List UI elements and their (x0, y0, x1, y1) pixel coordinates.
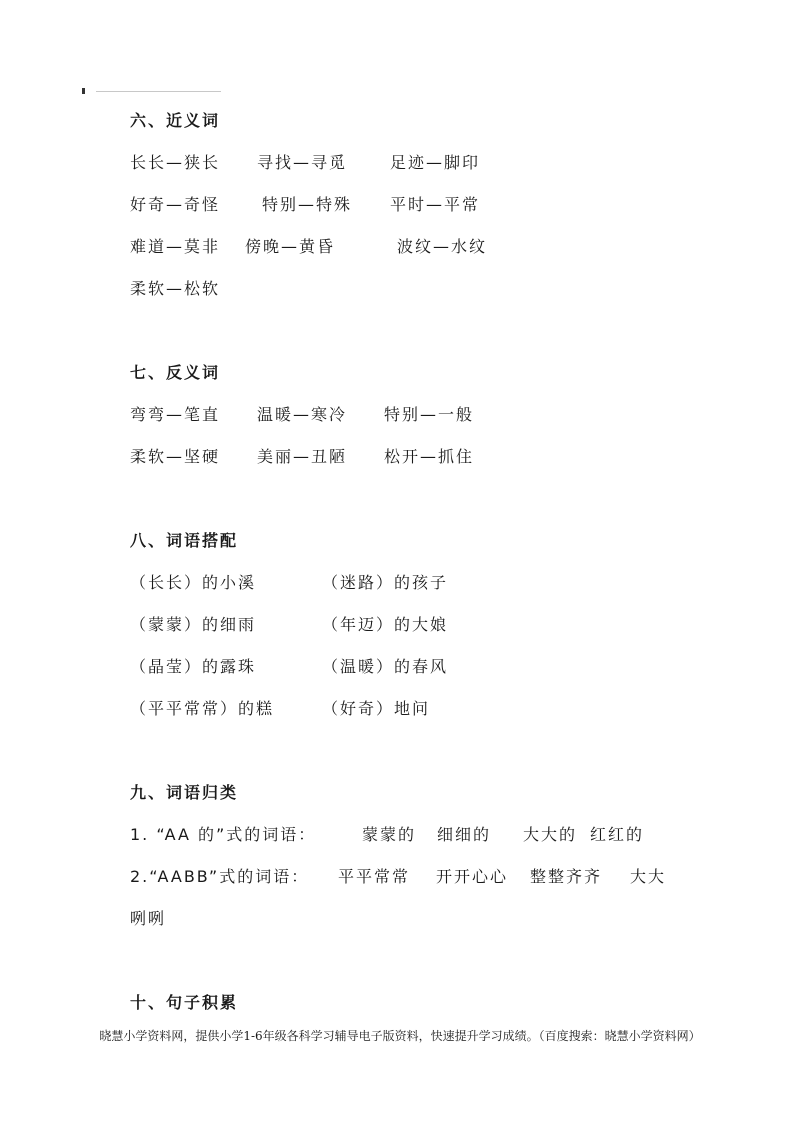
synonym-pair: 傍晚—黄昏 (245, 237, 336, 256)
classification-word: 大大的 (523, 825, 578, 844)
synonym-pair: 平时—平常 (390, 195, 481, 214)
synonym-pair: 寻找—寻觅 (257, 153, 348, 172)
classification-word: 细细的 (437, 825, 492, 844)
collocation-item: （蒙蒙）的细雨 (130, 615, 257, 634)
header-mark-tick (82, 88, 85, 94)
section-title-synonyms: 六、近义词 (130, 111, 221, 130)
section-title-antonyms: 七、反义词 (130, 363, 221, 382)
synonym-pair: 好奇—奇怪 (130, 195, 221, 214)
antonym-pair: 温暖—寒冷 (257, 405, 348, 424)
classification-word: 开开心心 (436, 867, 509, 886)
classification-word: 整整齐齐 (530, 867, 603, 886)
antonym-pair: 柔软—坚硬 (130, 447, 221, 466)
classification-label-aa: 1. “AA 的”式的词语： (130, 825, 317, 844)
antonym-pair: 特别—一般 (384, 405, 475, 424)
section-title-classification: 九、词语归类 (130, 783, 239, 802)
collocation-item: （年迈）的大娘 (322, 615, 449, 634)
antonym-pair: 美丽—丑陋 (257, 447, 348, 466)
collocation-item: （长长）的小溪 (130, 573, 257, 592)
header-mark (82, 88, 232, 94)
collocation-item: （晶莹）的露珠 (130, 657, 257, 676)
header-mark-line (96, 91, 221, 92)
classification-label-aabb: 2.“AABB”式的词语： (130, 867, 310, 886)
antonym-pair: 松开—抓住 (384, 447, 475, 466)
antonym-pair: 弯弯—笔直 (130, 405, 221, 424)
classification-word-continuation: 咧咧 (130, 909, 167, 928)
synonym-pair: 柔软—松软 (130, 279, 221, 298)
synonym-pair: 长长—狭长 (130, 153, 221, 172)
synonym-pair: 特别—特殊 (262, 195, 353, 214)
section-title-collocations: 八、词语搭配 (130, 531, 239, 550)
collocation-item: （好奇）地问 (322, 699, 431, 718)
synonym-pair: 波纹—水纹 (397, 237, 488, 256)
section-title-sentences: 十、句子积累 (130, 993, 239, 1012)
classification-word: 蒙蒙的 (362, 825, 417, 844)
collocation-item: （温暖）的春风 (322, 657, 449, 676)
synonym-pair: 难道—莫非 (130, 237, 221, 256)
synonym-pair: 足迹—脚印 (390, 153, 481, 172)
footer-note: 晓慧小学资料网，提供小学1-6年级各科学习辅导电子版资料，快速提升学习成绩。（百度搜索：晓慧小学资料网） (99, 1029, 701, 1043)
collocation-item: （迷路）的孩子 (322, 573, 449, 592)
classification-word: 平平常常 (338, 867, 411, 886)
collocation-item: （平平常常）的糕 (130, 699, 275, 718)
classification-word: 大大 (630, 867, 667, 886)
classification-word: 红红的 (590, 825, 645, 844)
